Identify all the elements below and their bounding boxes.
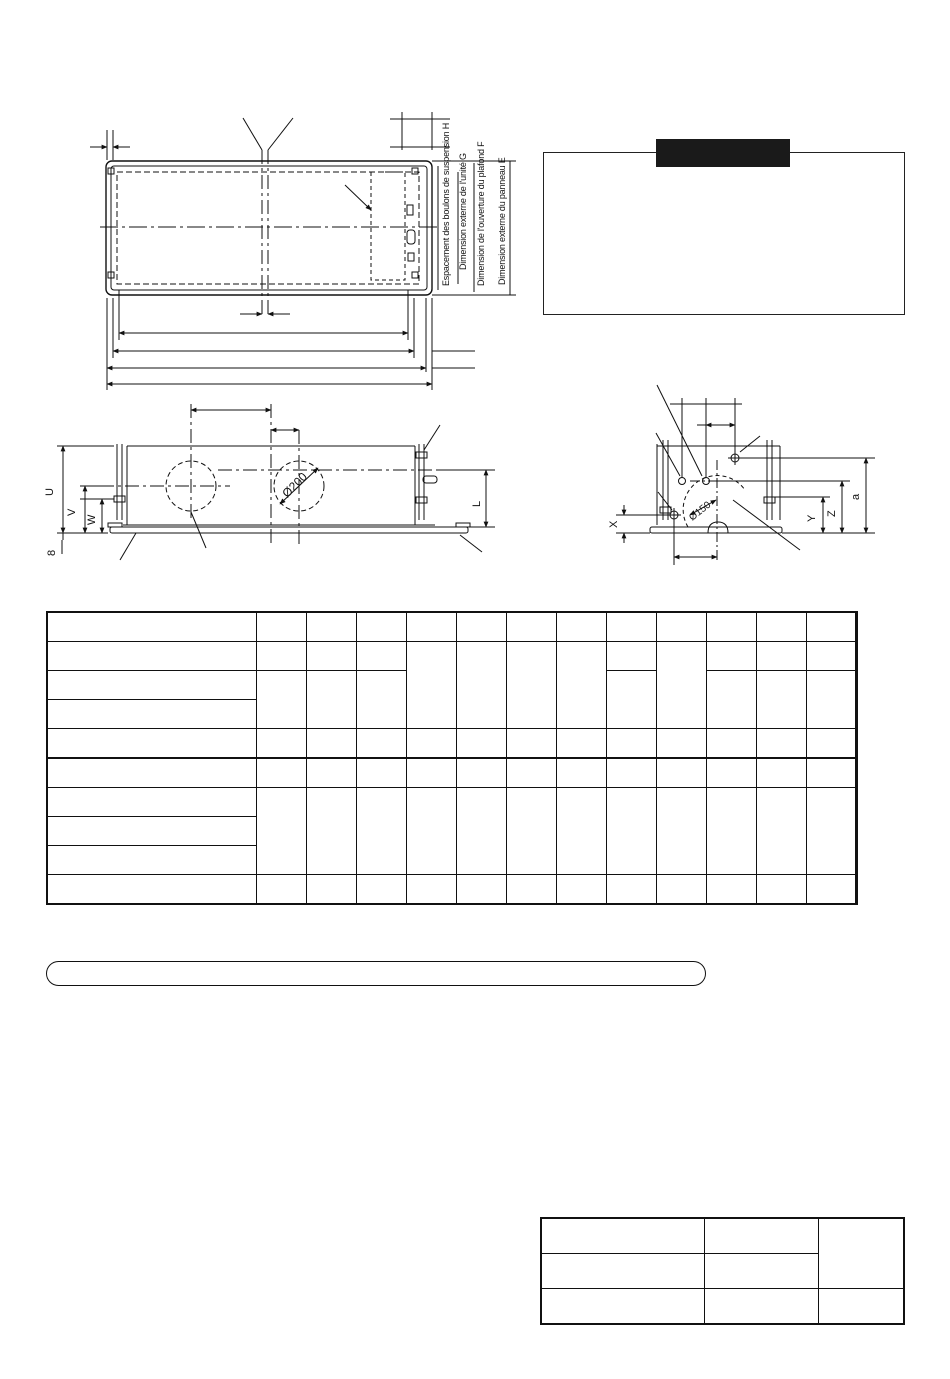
table-cell <box>506 875 556 905</box>
table-row <box>47 729 857 759</box>
table-cell <box>47 875 256 905</box>
table-cell <box>256 729 306 759</box>
dim-l: L <box>471 501 483 507</box>
label-hanger-bolt-spacing: Espacement des boulons de suspension H <box>441 122 451 286</box>
table-cell <box>556 758 606 788</box>
table-row <box>541 1289 904 1325</box>
table-row <box>47 612 857 642</box>
table-cell <box>656 642 706 729</box>
label-ceiling-opening-dimension: Dimension de l'ouverture du plafond F <box>476 141 486 286</box>
table-cell <box>356 729 406 759</box>
table-cell <box>556 612 606 642</box>
table-cell <box>556 788 606 875</box>
section-header-pill <box>46 961 706 986</box>
table-cell <box>47 817 256 846</box>
table-cell <box>756 875 806 905</box>
duct-diameter-150: Ø150 <box>687 499 714 524</box>
table-cell <box>704 1289 818 1325</box>
table-cell <box>818 1289 904 1325</box>
dim-y: Y <box>806 514 818 522</box>
table-cell <box>47 612 256 642</box>
dim-a: a <box>850 494 862 500</box>
table-cell <box>356 642 406 671</box>
table-cell <box>356 612 406 642</box>
table-cell <box>456 612 506 642</box>
table-cell <box>47 846 256 875</box>
dim-v: V <box>66 508 78 516</box>
table-cell <box>706 729 756 759</box>
table-cell <box>456 758 506 788</box>
table-cell <box>456 642 506 729</box>
label-unit-external-dimension: Dimension externe de l'unité G <box>458 153 468 270</box>
table-cell <box>47 642 256 671</box>
table-cell <box>656 875 706 905</box>
table-cell <box>406 642 456 729</box>
table-cell <box>806 788 855 875</box>
table-cell <box>756 671 806 729</box>
table-cell <box>606 671 656 729</box>
table-cell <box>406 729 456 759</box>
table-cell <box>506 612 556 642</box>
table-cell <box>306 875 356 905</box>
table-cell <box>256 875 306 905</box>
table-cell <box>256 642 306 671</box>
table-cell <box>356 758 406 788</box>
caution-box <box>543 152 905 315</box>
table-cell <box>541 1218 704 1254</box>
table-cell <box>556 875 606 905</box>
table-cell <box>506 729 556 759</box>
table-cell <box>606 729 656 759</box>
table-cell <box>406 875 456 905</box>
table-cell <box>706 612 756 642</box>
table-cell <box>606 875 656 905</box>
table-cell <box>541 1254 704 1289</box>
top-view <box>90 112 516 390</box>
table-cell <box>806 758 855 788</box>
table-cell <box>706 758 756 788</box>
table-cell <box>456 729 506 759</box>
table-cell <box>756 612 806 642</box>
dim-x: X <box>608 520 620 528</box>
table-cell <box>756 729 806 759</box>
table-cell <box>855 700 857 759</box>
table-cell <box>256 758 306 788</box>
table-row <box>541 1218 904 1254</box>
table-cell <box>256 788 306 875</box>
table-cell <box>406 758 456 788</box>
table-cell <box>456 788 506 875</box>
label-panel-external-dimension: Dimension externe du panneau E <box>497 157 507 285</box>
table-cell <box>855 671 857 700</box>
table-cell <box>47 758 256 788</box>
spec-table <box>46 611 858 905</box>
table-cell <box>506 642 556 729</box>
table-cell <box>606 758 656 788</box>
dim-z: Z <box>826 510 838 517</box>
table-cell <box>306 671 356 729</box>
table-cell <box>306 758 356 788</box>
table-cell <box>656 729 706 759</box>
table-cell <box>506 788 556 875</box>
table-cell <box>806 875 855 905</box>
table-cell <box>47 700 256 729</box>
table-cell <box>656 788 706 875</box>
table-cell <box>456 875 506 905</box>
small-table <box>540 1217 905 1325</box>
side-view <box>57 404 495 560</box>
table-cell <box>706 642 756 671</box>
table-cell <box>306 612 356 642</box>
table-cell <box>706 875 756 905</box>
table-cell <box>806 612 855 642</box>
table-cell <box>406 788 456 875</box>
table-cell <box>704 1254 818 1289</box>
table-cell <box>406 612 456 642</box>
table-cell <box>706 788 756 875</box>
table-cell <box>306 729 356 759</box>
table-cell <box>306 642 356 671</box>
table-cell <box>704 1218 818 1254</box>
table-cell <box>256 671 306 729</box>
table-cell <box>818 1218 904 1289</box>
table-cell <box>256 612 306 642</box>
table-cell <box>706 671 756 729</box>
duct-diameter-200: Ø200 <box>279 469 311 501</box>
table-cell <box>47 671 256 700</box>
table-row <box>47 642 857 671</box>
table-cell <box>556 642 606 729</box>
table-cell <box>656 612 706 642</box>
dim-u: U <box>44 488 56 496</box>
dim-8: 8 <box>46 550 58 556</box>
table-cell <box>47 729 256 759</box>
table-cell <box>356 671 406 729</box>
table-cell <box>306 788 356 875</box>
table-cell <box>356 875 406 905</box>
table-cell <box>806 671 855 729</box>
table-cell <box>47 788 256 817</box>
table-cell <box>656 758 706 788</box>
table-cell <box>356 788 406 875</box>
table-cell <box>541 1289 704 1325</box>
end-view <box>616 385 875 565</box>
table-cell <box>756 642 806 671</box>
table-row <box>47 875 857 905</box>
table-cell <box>756 758 806 788</box>
table-row <box>47 788 857 817</box>
caution-header <box>656 139 790 167</box>
dim-w: W <box>86 514 98 525</box>
table-cell <box>606 642 656 671</box>
table-cell <box>606 612 656 642</box>
table-cell <box>606 788 656 875</box>
table-cell <box>806 642 855 671</box>
table-row <box>47 758 857 788</box>
table-cell <box>556 729 606 759</box>
table-cell <box>756 788 806 875</box>
table-cell <box>506 758 556 788</box>
